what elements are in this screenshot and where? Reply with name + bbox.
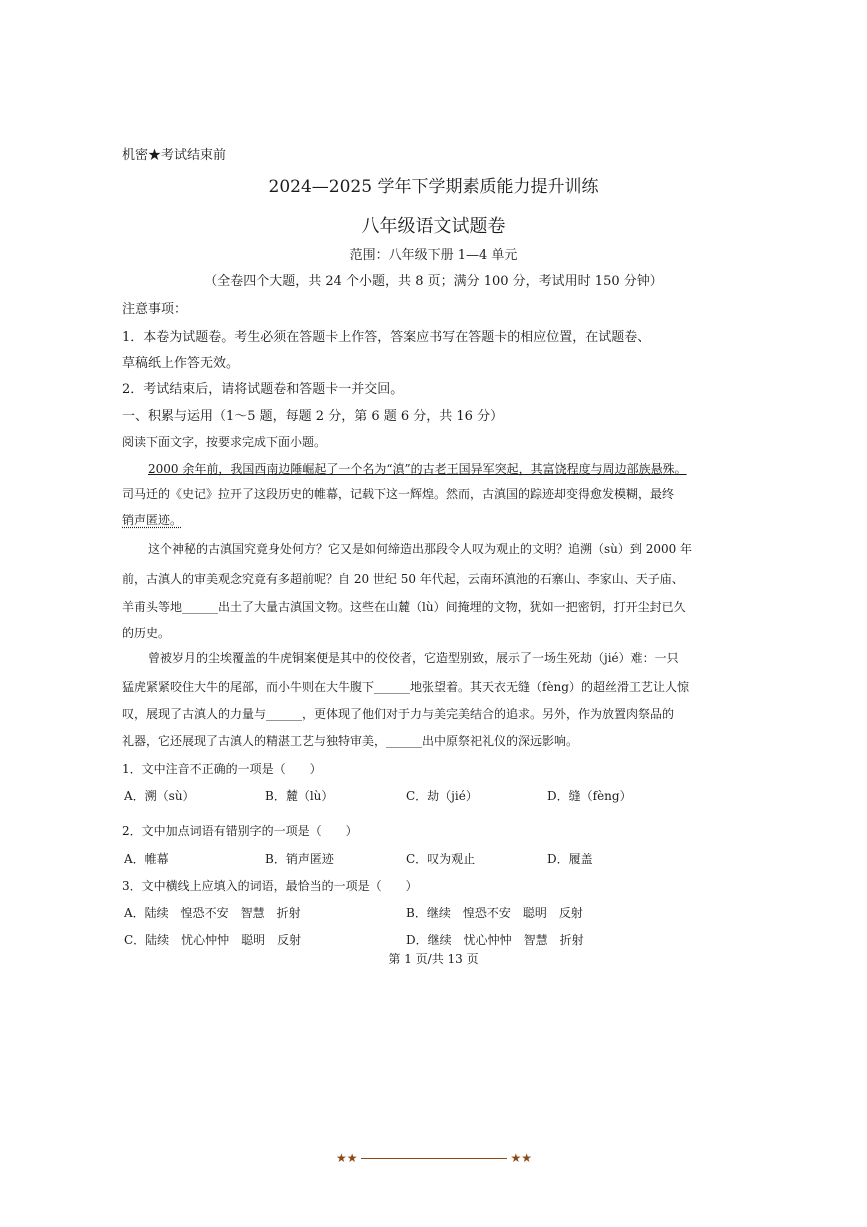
note-item-1-line-2: 草稿纸上作答无效。 [122,356,240,371]
question-1-stem: 1．文中注音不正确的一项是（ ） [122,762,322,776]
question-2-option-b[interactable]: B．销声匿迹 [265,852,334,866]
exam-info: （全卷四个大题，共 24 个小题，共 8 页；满分 100 分，考试用时 150 分钟） [204,274,663,289]
section-instruction: 阅读下面文字，按要求完成下面小题。 [122,435,327,449]
passage-p3-line-4: 礼器，它还展现了古滇人的精湛工艺与独特审美，______出中原祭祀礼仪的深远影响。 [122,734,579,748]
question-3-option-c[interactable]: C．陆续 忧心忡忡 聪明 反射 [124,933,302,947]
question-2-option-c[interactable]: C．叹为观止 [406,852,476,866]
passage-p3-line-3: 叹，展现了古滇人的力量与______，更体现了他们对于力与美完美结合的追求。另外，作为放置肉祭品的 [122,707,675,721]
notes-heading: 注意事项： [122,302,188,317]
question-2-option-d[interactable]: D．履盖 [547,852,593,866]
exam-title: 2024—2025 学年下学期素质能力提升训练 [268,177,599,197]
question-1-option-a[interactable]: A．溯（sù） [124,789,195,803]
passage-p2-line-3: 羊甫头等地______出土了大量古滇国文物。这些在山麓（lù）间掩埋的文物，犹如一把密钥，打开尘封已久 [122,600,686,614]
question-1-option-b[interactable]: B．麓（lù） [265,789,334,803]
ornament-stars-right: ★★ [510,1151,532,1165]
page-number: 第 1 页/共 13 页 [388,952,479,966]
section-heading: 一、积累与运用（1～5 题，每题 2 分，第 6 题 6 分，共 16 分） [122,409,504,424]
passage-p3-line-2: 猛虎紧紧咬住大牛的尾部，而小牛则在大牛腹下______地张望着。其天衣无缝（fèng）的超丝滑工艺让人惊 [122,680,689,694]
question-1-option-c[interactable]: C．劫（jié） [406,789,478,803]
note-item-2: 2．考试结束后，请将试题卷和答题卡一并交回。 [122,382,404,397]
passage-p2-line-1: 这个神秘的古滇国究竟身处何方？它又是如何缔造出那段令人叹为观止的文明？追溯（sù）到 2000 年 [148,542,693,556]
question-2-stem: 2．文中加点词语有错别字的一项是（ ） [122,824,358,838]
passage-p1-line-1: 2000 余年前，我国西南边陲崛起了一个名为“滇”的古老王国异军突起，其富饶程度与周边部族悬殊。 [148,462,687,476]
passage-p3-line-1: 曾被岁月的尘埃覆盖的牛虎铜案便是其中的佼佼者，它造型别致，展示了一场生死劫（jié）难：一只 [148,651,679,665]
passage-p1-line-3: 销声匿迹。 [122,513,183,527]
question-2-option-a[interactable]: A．帷幕 [124,852,169,866]
confidential-label: 机密★考试结束前 [122,148,227,163]
footer-ornament [336,1151,532,1165]
passage-p2-line-2: 前，古滇人的审美观念究竟有多超前呢？自 20 世纪 50 年代起，云南环滇池的石寨山、李家山、天子庙、 [122,572,684,586]
ornament-divider [361,1158,508,1159]
exam-scope: 范围：八年级下册 1—4 单元 [349,248,518,263]
ornament-stars-left: ★★ [336,1151,358,1165]
passage-p1-line-2: 司马迁的《史记》拉开了这段历史的帷幕，记载下这一辉煌。然而，古滇国的踪迹却变得愈发模糊，最终 [122,487,675,501]
question-3-stem: 3．文中横线上应填入的词语，最恰当的一项是（ ） [122,879,418,893]
question-3-option-d[interactable]: D．继续 忧心忡忡 智慧 折射 [406,933,584,947]
question-1-option-d[interactable]: D．缝（fèng） [547,789,632,803]
question-3-option-b[interactable]: B．继续 惶恐不安 聪明 反射 [406,906,583,920]
exam-subtitle: 八年级语文试题卷 [361,216,506,237]
note-item-1-line-1: 1．本卷为试题卷。考生必须在答题卡上作答，答案应书写在答题卡的相应位置，在试题卷、 [122,330,651,345]
passage-p2-line-4: 的历史。 [122,626,171,640]
question-3-option-a[interactable]: A．陆续 惶恐不安 智慧 折射 [124,906,301,920]
